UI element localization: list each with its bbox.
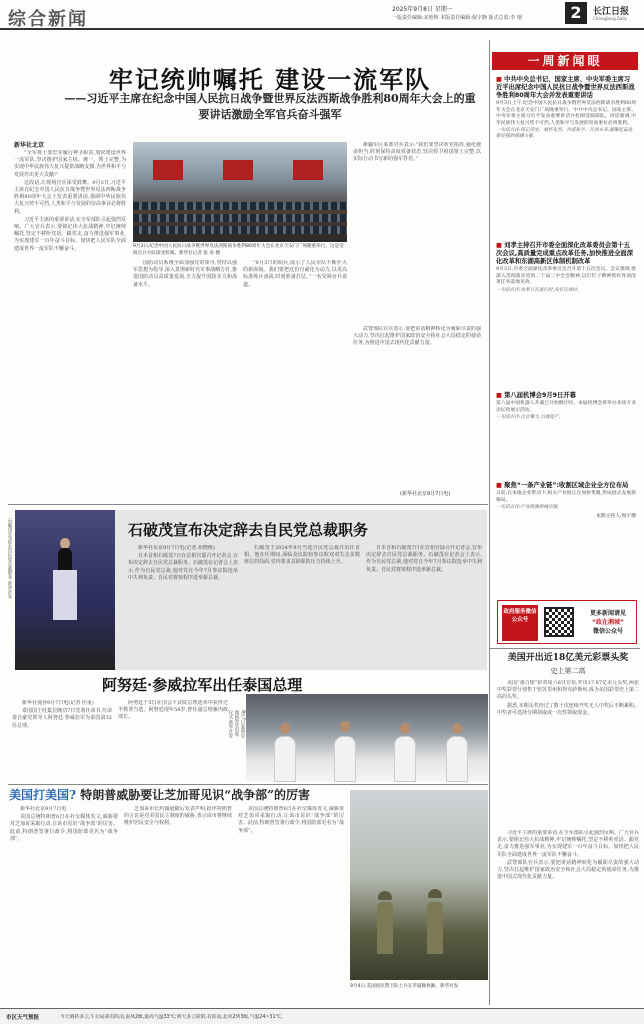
ishiba-tag: 新华社东京9月7日电(记者 胡晓格) xyxy=(138,545,215,551)
ishiba-headline[interactable]: 石破茂宣布决定辞去自民党总裁职务 xyxy=(128,521,369,539)
lead-paragraph: 国防动员系统全面加强党的领导,坚持以强军思想为指导,深入贯彻新时代军事战略方针,推进国防动员高质量发展,全力提升国防实力和战备水平。 xyxy=(133,260,237,288)
anutin-photo-caption: 9月7日泰国总理阿努廷出席仪式 新华社发 xyxy=(228,710,245,738)
us-column-3 xyxy=(238,806,344,1002)
lead-paragraph: “9月3日的阅兵,展示了人民军队不断壮大的新面貌。我们要把这份自豪化为动力,以更高标准练兵备战,时刻准备打仗。”一名受阅官兵说道。 xyxy=(243,260,347,288)
person-head xyxy=(280,723,290,734)
lead-paragraph: 这段话,让现场官兵深受鼓舞。9月3日,习近平主席在纪念中国人民抗日战争暨世界反法西斯战争胜利80周年大会上发表重要讲话,强调中华民族伟大复兴势不可挡,人类和平与发展的崇高事业必将胜利。 xyxy=(14,179,126,215)
ishiba-column-2 xyxy=(244,545,360,665)
staff-line: 一版责任编辑:宋艳辉 本版责任编辑:倪宇静 版式总监:李 钢 xyxy=(392,15,522,21)
person-head xyxy=(340,721,350,732)
troop-row xyxy=(133,214,347,222)
person-figure xyxy=(394,736,416,782)
promo-text xyxy=(580,609,636,636)
sidebar-item-text: 日前,在本地企业带动下,相关产业链正在加快集聚,形成链式发展新格局。 xyxy=(496,491,636,503)
person-figure xyxy=(446,736,468,782)
lottery-paragraph: 美国“强力球”彩票周六6日宣布,开出17.87亿美元头奖,两张中奖彩票分别售于密苏里州和得克萨斯州,成为美国彩票史上第二高的头奖。 xyxy=(497,680,639,701)
us-headline-a: 美国打美国? xyxy=(9,788,77,802)
us-photo-caption: 9月4日,美国国民警卫队士兵在华盛顿执勤。新华社发 xyxy=(350,984,459,989)
person-body xyxy=(58,548,72,572)
anutin-column-2 xyxy=(118,700,228,778)
lead-column-3 xyxy=(243,260,347,500)
sidebar-item-head-text: 刘孝主持召开市委全面深化改革委员会第十五次会议,高质量完成重点改革任务,加快推进全面深化改革和东湖高新区体制机制改革 xyxy=(496,242,634,265)
sidebar-item-head-text: 第八届机博会9月9日开幕 xyxy=(504,392,576,399)
sidebar-item[interactable] xyxy=(496,482,636,519)
anutin-headline[interactable]: 阿努廷·参威拉军出任泰国总理 xyxy=(102,676,303,694)
lead-column-4 xyxy=(353,142,481,322)
paper-logo-sub: Changjiang Daily xyxy=(593,16,627,21)
page-number: 2 xyxy=(565,2,587,24)
sidebar-item-head: ■ 中共中央总书记、国家主席、中央军委主席习近平出席纪念中国人民抗日战争暨世界反法西斯战争胜利80周年大会并发表重要讲话 xyxy=(496,76,635,99)
sidebar-item-head-text: 聚焦“一条产业链”:收割区域企业全方位布局 xyxy=(504,482,629,489)
issue-date: 2025年9月8日 星期一 xyxy=(392,6,453,13)
lead-headline[interactable]: 牢记统帅嘱托 建设一流军队 xyxy=(108,65,432,94)
sidebar-host: 本期主持人:倪宇静 xyxy=(596,514,636,520)
us-paragraph: 美国总统特朗普6日在社交媒体发文,威胁要对芝加哥采取行动,让该市见识“战争部”的厉害。此前,特朗普签署行政令,将国防部更名为“战争部”。 xyxy=(10,814,118,842)
soldier-figure xyxy=(377,902,393,954)
section-title: 综合新闻 xyxy=(8,9,88,30)
sidebar-item-comment: 一句话点评:铭记历史、缅怀先烈、珍爱和平、开创未来,凝聚起奋进新征程的磅礴力量。 xyxy=(496,128,633,140)
us-column-2 xyxy=(124,806,232,1002)
weather-text: 今天晴转多云,午后局部有阵雨,南风2级,最高气温33℃;明天多云转阴,有阵雨,北风2到3级,气温24~31℃。 xyxy=(60,1015,286,1020)
sidebar-item-head: ■ 刘孝主持召开市委全面深化改革委员会第十五次会议,高质量完成重点改革任务,加快推进全面深化改革和东湖高新区体制机制改革 xyxy=(496,242,634,265)
promo-line: “政在湘城” xyxy=(592,619,624,626)
us-headline[interactable] xyxy=(9,786,310,803)
weather-footer xyxy=(0,1008,644,1024)
lottery-subheadline: 史上第二高 xyxy=(550,667,586,675)
person-figure xyxy=(274,736,296,782)
ishiba-photo xyxy=(15,510,115,670)
flag-shape xyxy=(153,160,183,180)
helmet-shape xyxy=(378,891,392,900)
lead-continuation xyxy=(497,830,639,1000)
troop-row xyxy=(133,202,347,210)
divider xyxy=(490,648,640,649)
lead-paragraph: 习近平主席的重要讲话,在全军部队引起强烈反响。广大官兵表示,要铭记伟大抗战精神,牢记统帅嘱托,坚定不移听党话、跟党走,奋力推进强军事业,为实现建军一百年奋斗目标、加快把人民军队全面建成世界一流军队不懈奋斗。 xyxy=(14,216,126,252)
qr-code-icon[interactable] xyxy=(544,607,574,637)
sidebar-item-text: 9月3日上午,纪念中国人民抗日战争暨世界反法西斯战争胜利80周年大会在北京天安门广场隆重举行。中共中央总书记、国家主席、中央军委主席习近平发表重要讲话并检阅受阅部队。讲话强调,中华民族伟大复兴势不可挡,人类和平与发展的崇高事业必将胜利。 xyxy=(496,101,636,126)
anutin-photo xyxy=(246,694,488,782)
us-column-1 xyxy=(10,806,118,1002)
ishiba-paragraph: 日本首相石破茂7日在首相官邸召开记者会,宣布决定辞去自民党总裁职务。石破茂在记者会上表示,作为自民党总裁,他对党在今年7月参议院选举中失利负责。自民党将按程序选举新总裁。 xyxy=(128,553,238,581)
us-photo xyxy=(350,790,488,980)
anutin-paragraph: 阿努廷于5日在国会下议院总理选举中获得过半数票当选。阿努廷现年58岁,曾任副总理兼内政部长。 xyxy=(118,700,228,721)
masthead xyxy=(0,0,644,30)
troop-row xyxy=(133,226,347,234)
helmet-shape xyxy=(428,889,442,898)
lottery-headline[interactable]: 美国开出近18亿美元彩票头奖 xyxy=(507,653,629,663)
sidebar-item-comment: 一句话点评:产业链强则城市强。 xyxy=(496,505,562,510)
sidebar-item-head: ■ 第八届机博会9月9日开幕 xyxy=(496,392,576,399)
us-paragraph: 芝加哥市长约翰逊随后发表声明,批评特朗普的言论是对美国民主制度的威胁,表示该市将继续维护居民安全与权利。 xyxy=(124,806,232,827)
podium xyxy=(53,570,77,620)
divider xyxy=(8,504,488,505)
lead-paragraph: 习近平主席的重要讲话,在全军部队引起强烈反响。广大官兵表示,要铭记伟大抗战精神,牢记统帅嘱托,坚定不移听党话、跟党走,奋力推进强军事业,为实现建军一百年奋斗目标、加快把人民军队全面建成世界一流军队不懈奋斗。 xyxy=(497,830,639,858)
flag-shape xyxy=(223,160,253,180)
sidebar-item-text: 第八届中国机器人开幕已开始倒计时。本届机博会将举办多场专业论坛和展示活动。 xyxy=(496,401,636,413)
promo-line: 微信公众号 xyxy=(592,628,623,635)
sidebar-item-comment: 一句话点评:改革只有进行时,没有完成时。 xyxy=(496,287,582,293)
lead-column-1 xyxy=(14,150,126,498)
promo-badge: 政府服务微信公众号 xyxy=(502,605,538,641)
anutin-paragraph: 泰国国王哇集拉隆功7日签署任命书,任命泰自豪党领导人阿努廷·参威拉军为泰国第32任总理。 xyxy=(12,708,112,729)
lottery-column xyxy=(497,680,639,820)
lead-byline-end: (新华社北京9月7日电) xyxy=(400,491,451,497)
flag-shape xyxy=(293,160,323,180)
weather-label: 市区天气预报 xyxy=(6,1015,40,1021)
sidebar-item[interactable] xyxy=(496,76,636,141)
lead-paragraph: 武警部队官兵表示,要把讲话精神转化为履职尽责的强大动力,坚决扛起维护国家政治安全和社会大局稳定的使命任务,为推进中国式现代化贡献力量。 xyxy=(497,859,639,881)
sidebar-item-head-text: 中共中央总书记、国家主席、中央军委主席习近平出席纪念中国人民抗日战争暨世界反法西斯战争胜利80周年大会并发表重要讲话 xyxy=(496,76,635,99)
anutin-column-1 xyxy=(12,700,112,778)
paper-logo: 长江日报 xyxy=(593,7,630,17)
sidebar-item-text: 9月3日,市委全面深化改革委员会召开第十五次会议。会议强调,要深入贯彻落实党的二十届三中全会精神,以钉钉子精神抓好各项改革任务落地见效。 xyxy=(496,267,636,285)
lead-photo-caption: 9月3日,纪念中国人民抗日战争暨世界反法西斯战争胜利80周年大会在北京天安门广场隆重举行。这是受阅官兵方队接受检阅。新华社记者 张 涛 摄 xyxy=(133,244,344,256)
person-head xyxy=(400,723,410,734)
promo-line: 更多新闻请见 xyxy=(589,610,626,617)
lead-photo xyxy=(133,142,347,242)
divider xyxy=(8,784,488,785)
person-head xyxy=(452,723,462,734)
lead-paragraph: “全军将士要忠实履行神圣职责,加快建设世界一流军队,坚决维护国家主权、统一、领土完整,为实现中华民族伟大复兴提供战略支撑,为世界和平与发展作出更大贡献!” xyxy=(14,150,126,178)
ishiba-paragraph: 石破茂于2024年9月当选自民党总裁并出任首相。他在任期间,面临众议院和参议院双双失去多数席位的局面,党内要求其辞职的压力持续上升。 xyxy=(244,545,360,566)
lead-paragraph: 新疆军区某部官兵表示:“我们要坚决听党指挥,强化使命担当,时刻保持高度戒备状态,坚决捍卫祖国领土完整,以实际行动书写新的强军答卷。” xyxy=(353,142,481,163)
lottery-paragraph: 据悉,本期头奖经过了数十次连续开奖无人中奖后不断累积。中奖者可选择分期领取或一次性领取现金。 xyxy=(497,702,639,716)
ishiba-paragraph: 日本首相石破茂7日在首相官邸召开记者会,宣布决定辞去自民党总裁职务。石破茂在记者会上表示,作为自民党总裁,他对党在今年7月参议院选举中失利负责。自民党将按程序选举新总裁。 xyxy=(366,545,482,573)
sidebar-item-comment: 一句话点评:以会聚力,以展促产。 xyxy=(496,415,564,420)
sidebar-item-head: ■ 聚焦“一条产业链”:收割区域企业全方位布局 xyxy=(496,482,629,489)
week-news-sidebar xyxy=(492,52,640,622)
lead-tag: 新华社北京 xyxy=(14,142,45,149)
lead-paragraph: 武警部队官兵表示,要把讲话精神转化为履职尽责的强大动力,坚决扛起维护国家政治安全和社会大局稳定的使命任务,为推进中国式现代化贡献力量。 xyxy=(353,326,481,347)
lead-column-5 xyxy=(353,326,481,476)
person-figure xyxy=(334,736,356,782)
sidebar-title: 一周新闻眼 xyxy=(492,52,638,70)
column-divider xyxy=(489,40,490,1005)
sidebar-item[interactable] xyxy=(496,242,636,294)
us-paragraph: 美国总统特朗普6日在社交媒体发文,威胁要对芝加哥采取行动,让该市见识“战争部”的厉害。此前,特朗普签署行政令,将国防部更名为“战争部”。 xyxy=(238,806,344,834)
ishiba-photo-caption: 石破茂宣布辞去自民党总裁职务 新华社发 xyxy=(7,518,12,599)
us-tag: 新华社北京9月7日电 xyxy=(20,806,67,812)
soldier-figure xyxy=(427,902,443,954)
anutin-tag: 新华社曼谷9月7日电(记者 任重) xyxy=(22,700,94,706)
lead-subheadline: ——习近平主席在纪念中国人民抗日战争暨世界反法西斯战争胜利80周年大会上的重要讲话激励全军官兵奋斗强军 xyxy=(64,92,476,121)
lead-column-2 xyxy=(133,260,237,500)
ishiba-column-1 xyxy=(128,545,238,665)
ishiba-column-3 xyxy=(366,545,482,665)
wechat-promo[interactable] xyxy=(497,600,637,644)
sidebar-item[interactable] xyxy=(496,392,636,421)
us-headline-b: 特朗普威胁要让芝加哥见识“战争部”的厉害 xyxy=(80,788,311,802)
